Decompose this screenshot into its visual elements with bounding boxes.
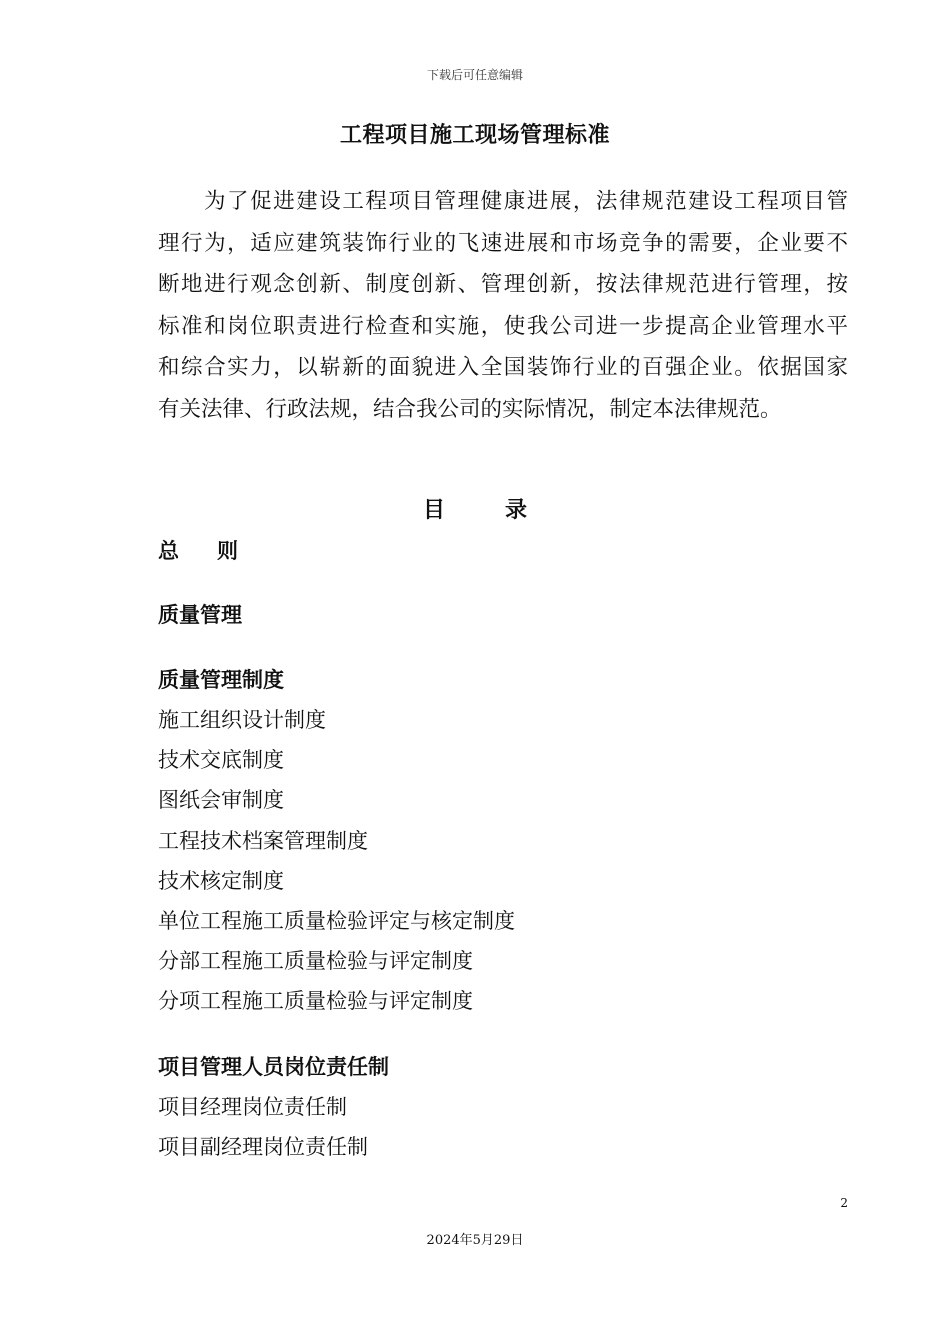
intro-line: 为了促进建设工程项目管理健康进展，法律规范建设工程项目管: [204, 189, 848, 214]
toc-section-general: 总则: [158, 539, 276, 563]
intro-line: 和综合实力，以崭新的面貌进入全国装饰行业的百强企业。依据国家: [158, 355, 848, 380]
toc-responsibility-block: [158, 1052, 848, 1167]
toc-item: 技术交底制度: [158, 748, 284, 773]
page-header: 下载后可任意编辑: [426, 68, 523, 82]
page-number: 2: [840, 1196, 848, 1210]
toc-item: 项目经理岗位责任制: [158, 1095, 347, 1119]
toc-item: 工程技术档案管理制度: [158, 828, 368, 853]
toc-item: 分项工程施工质量检验与评定制度: [158, 989, 473, 1014]
toc-section-quality-system: 质量管理制度: [158, 668, 284, 692]
toc-item: 单位工程施工质量检验评定与核定制度: [158, 909, 515, 934]
page-footer-date: 2024年5月29日: [426, 1233, 524, 1248]
document-title: 工程项目施工现场管理标准: [339, 123, 610, 148]
intro-paragraph: [158, 181, 848, 430]
toc-heading: [0, 493, 950, 524]
toc-item: 分部工程施工质量检验与评定制度: [158, 949, 473, 974]
toc-item: 图纸会审制度: [158, 788, 284, 813]
toc-quality-block: [158, 600, 848, 630]
toc-item: 技术核定制度: [158, 868, 284, 893]
intro-line: 理行为，适应建筑装饰行业的飞速进展和市场竞争的需要，企业要不: [158, 230, 848, 256]
toc-heading-char: 录: [505, 498, 528, 523]
toc-heading-char: 目: [422, 498, 445, 523]
toc-section-quality-management: 质量管理: [158, 603, 242, 627]
intro-line: 有关法律、行政法规，结合我公司的实际情况，制定本法律规范。: [158, 396, 782, 422]
toc-quality-system-block: [158, 665, 848, 1022]
toc-section-responsibility: 项目管理人员岗位责任制: [158, 1055, 389, 1079]
toc-item: 项目副经理岗位责任制: [158, 1135, 368, 1160]
intro-line: 标准和岗位职责进行检查和实施，使我公司进一步提高企业管理水平: [158, 313, 848, 339]
intro-line: 断地进行观念创新、制度创新、管理创新，按法律规范进行管理，按: [158, 272, 848, 297]
toc-general-block: [158, 536, 848, 566]
toc-item: 施工组织设计制度: [158, 708, 326, 732]
